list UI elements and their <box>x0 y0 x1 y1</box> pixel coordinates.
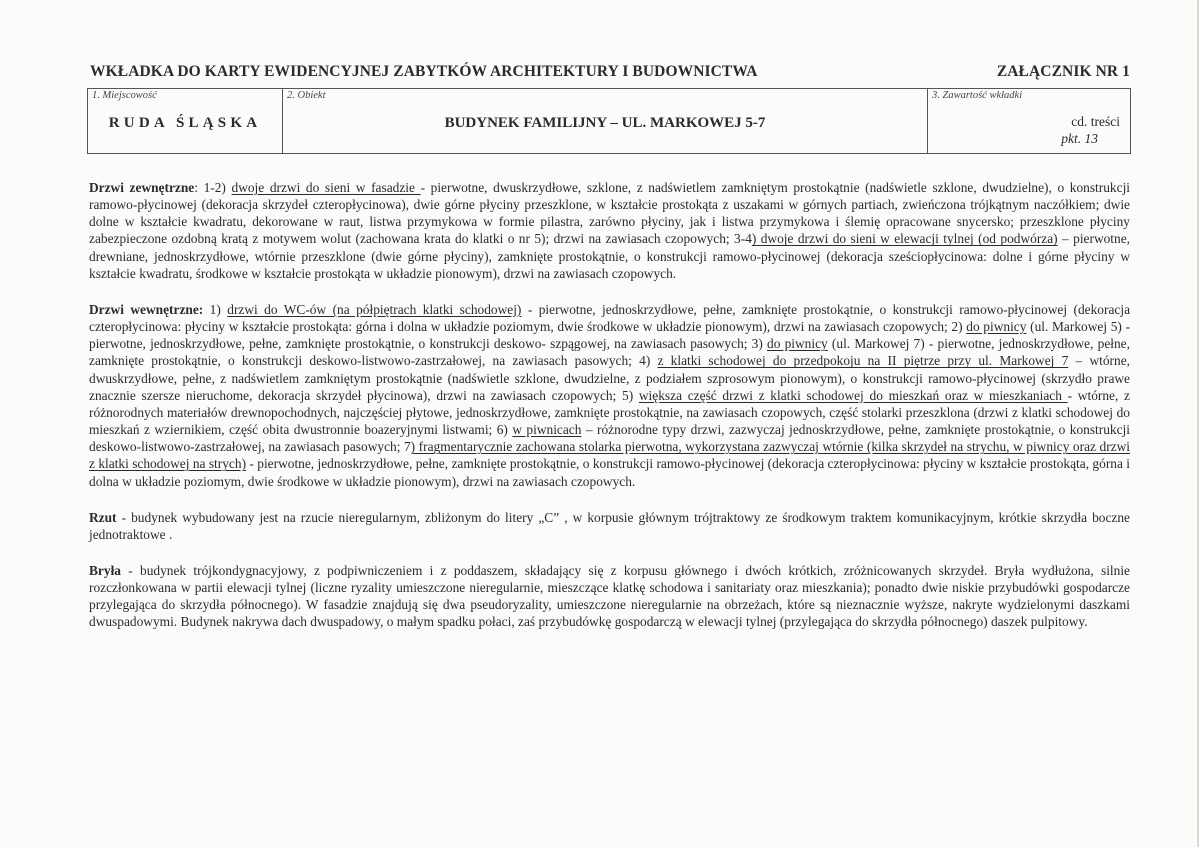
contents-cell <box>928 89 1130 153</box>
underlined-text: dwoje drzwi do sieni w fasadzie <box>231 180 421 195</box>
text-run: (ul. Markowej 7) - pierwotne, jednoskrzydłowe, pełne, zamknięte prostokątnie, o konstrukcji deskowo-listwowo-zastrzałowej, na zawiasach pasowych; 4) <box>89 336 1130 369</box>
contents-value: cd. treści <box>1071 114 1120 129</box>
heading-inner-doors: Drzwi wewnętrzne: <box>89 301 204 317</box>
underlined-text: z klatki schodowej do przedpokoju na II piętrze przy ul. Markowej 7 <box>657 353 1069 369</box>
info-table <box>87 88 1131 154</box>
heading-mass: Bryła <box>89 562 121 578</box>
contents-point: pkt. 13 <box>1061 131 1098 146</box>
underlined-text: do piwnicy <box>966 319 1027 335</box>
paragraph-inner-doors <box>89 301 1130 490</box>
text-run: - wtórne, z różnorodnych materiałów drewnopochodnych, najczęściej płytowe, jednoskrzydłowe, zamknięte prostokątnie, na zawiasach czopowych, część stolarki przeszklona (drzwi z klatki schodowej do mieszkań z wziernikiem, część obita dwustronnie boazeryjnymi listwami; 6) <box>89 387 1130 438</box>
underlined-text: ) dwoje drzwi do sieni w elewacji tylnej (od podwórza) <box>751 231 1058 247</box>
object-cell <box>283 89 928 153</box>
underlined-text: większa część drzwi z klatki schodowej do mieszkań oraz w mieszkaniach <box>638 387 1068 403</box>
paragraph-plan <box>89 509 1130 543</box>
underlined-text: w piwnicach <box>512 422 582 438</box>
text-run: - budynek trójkondygnacyjowy, z podpiwniczeniem i z poddaszem, składający się z korpusu głównego i dwóch krótkich, zróżnicowanych skrzydeł. Bryła wydłużona, silnie rozczłonkowana w partii elewacji tylnej (liczne ryzality umieszczone nieregularnie, mieszczące klatkę schodowa i sanitariaty oraz mieszkania); ponadto dwie niskie przybudówki gospodarcze przylegająca do skrzydła północnego). W fasadzie znajdują się dwa pseudoryzality, umieszczone nieregularnie na obrzeżach, które są nieznacznie wyższe, nakryte wydzielonymi daszkami dwuspadowymi. Budynek nakrywa dach dwuspadowy, o małym spadku połaci, zaś przybudówkę gospodarczą w elewacji tylnej (przylegająca do skrzydła północnego) daszek pulpitowy. <box>89 562 1130 630</box>
text-run: – różnorodne typy drzwi, zazwyczaj jednoskrzydłowe, pełne, zamknięte prostokątnie, o konstrukcji deskowo-listwowo-zastrzałowej, na zawiasach pasowych; 7 <box>89 422 1131 455</box>
heading-plan: Rzut <box>89 509 117 525</box>
text-run: - budynek wybudowany jest na rzucie nieregularnym, zbliżonym do litery „C” , w korpusie głównym trójtraktowy ze środkowym traktem komunikacyjnym, krótkie skrzydła boczne jednotraktowe . <box>89 509 1130 542</box>
object-value: BUDYNEK FAMILIJNY – UL. MARKOWEJ 5-7 <box>444 115 766 131</box>
contents-value-block <box>928 113 1120 147</box>
location-value: RUDA ŚLĄSKA <box>108 115 262 131</box>
underlined-text: do piwnicy <box>767 336 828 352</box>
location-cell <box>88 89 283 153</box>
object-label: 2. Obiekt <box>287 90 326 101</box>
attachment-number: ZAŁĄCZNIK NR 1 <box>996 63 1130 80</box>
text-run: - pierwotne, dwuskrzydłowe, szklone, z nadświetlem zamkniętym prostokątnie (nadświetle szklone, dwudzielne), o konstrukcji ramowo-płycinowej (dekoracja skrzydeł czteropłycinowa), dwie górne płyciny przeszklone, w kształcie prostokąta z uszakami w górnych partiach, zwieńczona trójkątnym naczółkiem; dwie dolne w kształcie kwadratu, dekorowane w raut, listwa przymykowa w formie pilastra, zarówno płyciny, jak i listwa przymykowa i ślemię opracowane snycersko; przeszklone płyciny zabezpieczone ozdobną kratą z motywem wolut (zachowana krata do klatki o nr 5); drzwi na zawiasach czopowych; 3-4 <box>89 180 1131 247</box>
text-run: : 1-2) <box>194 180 232 195</box>
document-body <box>89 179 1130 650</box>
text-run: – wtórne, dwuskrzydłowe, pełne, z nadświetlem zamkniętym prostokątnie (nadświetle szklone, dwudzielne, z podziałem szprosowym pionowym), o konstrukcji ramowo-płycinowej (skrzydło prawe znacznie szersze nieruchome, dekoracja skrzydeł płycinowa), drzwi na zawiasach czopowych; 5) <box>89 353 1130 403</box>
text-run: - pierwotne, jednoskrzydłowe, pełne, zamknięte prostokątnie, o konstrukcji ramowo-płycinowej (dekoracja czteropłycinowa: płyciny w kształcie prostokąta: górna i dolna w układzie poziomym, dwie środkowe w układzie pionowym), drzwi na zawiasach czopowych; 2) <box>89 301 1131 335</box>
document-title: WKŁADKA DO KARTY EWIDENCYJNEJ ZABYTKÓW ARCHITEKTURY I BUDOWNICTWA <box>90 63 758 80</box>
underlined-text: ) fragmentarycznie zachowana stolarka pierwotna, wykorzystana zazwyczaj wtórnie (kilka skrzydeł na strychu, w piwnicy oraz drzwi z klatki schodowej na strych) <box>89 439 1130 472</box>
paragraph-mass <box>89 562 1130 631</box>
text-run: 1) <box>203 301 228 317</box>
contents-label: 3. Zawartość wkładki <box>932 90 1023 101</box>
underlined-text: drzwi do WC-ów (na półpiętrach klatki schodowej) <box>227 301 522 317</box>
text-run: – pierwotne, drewniane, jednoskrzydłowe, wtórnie przeszklone (dwie górne płyciny), zamknięte prostokątnie, o konstrukcji ramowo-płycinowej (dekoracja sześciopłycinowa: dolne i górne płyciny w kształcie kwadratu, środkowe w kształcie prostokąta w układzie pionowym), drzwi na zawiasach czopowych. <box>89 231 1131 281</box>
location-label: 1. Miejscowość <box>92 90 157 101</box>
paragraph-outer-doors <box>89 179 1130 282</box>
heading-outer-doors: Drzwi zewnętrzne <box>89 180 195 195</box>
document-header <box>90 63 1130 81</box>
text-run: - pierwotne, jednoskrzydłowe, pełne, zamknięte prostokątnie, o konstrukcji ramowo-płycinowej (dekoracja czteropłycinowa: płyciny w kształcie prostokąta, górna i dolna w układzie poziomym, dwie środkowe w układzie pionowym), drzwi na zawiasach czopowych. <box>89 456 1131 489</box>
text-run: (ul. Markowej 5) - pierwotne, jednoskrzydłowe, pełne, zamknięte prostokątnie, o konstrukcji deskowo- szpągowej, na zawiasach pasowych; 3) <box>89 319 1130 352</box>
